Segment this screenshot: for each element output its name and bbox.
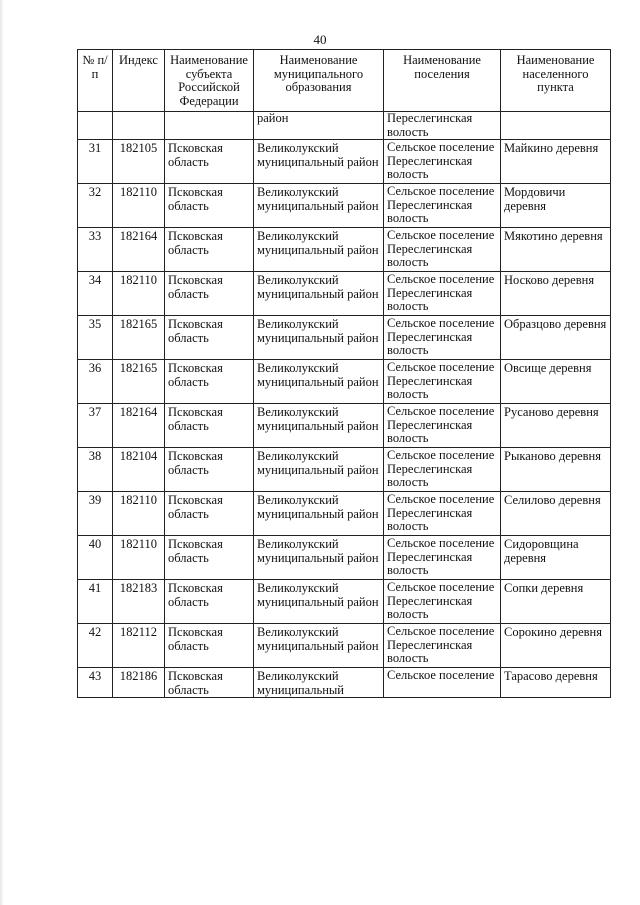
- cell-index: 182164: [113, 228, 165, 272]
- cell-num: 36: [78, 360, 113, 404]
- cell-region: Псковская область: [165, 140, 254, 184]
- cell-settlement: Сельское поселение Переслегинская волость: [384, 448, 501, 492]
- continuation-row: [78, 112, 611, 140]
- cell-region: Псковская область: [165, 404, 254, 448]
- header-locality: Наименование населенного пункта: [501, 50, 611, 112]
- cell-municipality: район: [254, 112, 384, 140]
- cell-region: [165, 112, 254, 140]
- cell-index: [113, 112, 165, 140]
- cell-settlement: Переслегинская волость: [384, 112, 501, 140]
- header-settlement: Наименование поселения: [384, 50, 501, 112]
- table-row: [78, 492, 611, 536]
- cell-index: 182112: [113, 624, 165, 668]
- cell-num: 35: [78, 316, 113, 360]
- table-row-partial: [78, 668, 611, 698]
- cell-locality: Носково деревня: [501, 272, 611, 316]
- cell-num: 31: [78, 140, 113, 184]
- cell-region: Псковская область: [165, 448, 254, 492]
- localities-table: [77, 49, 611, 698]
- cell-municipality: Великолукский муниципальный район: [254, 624, 384, 668]
- table-row: [78, 228, 611, 272]
- cell-num: [78, 112, 113, 140]
- cell-num: 32: [78, 184, 113, 228]
- cell-region: Псковская область: [165, 668, 254, 698]
- cell-region: Псковская область: [165, 624, 254, 668]
- cell-settlement: Сельское поселение Переслегинская волость: [384, 536, 501, 580]
- cell-index: 182164: [113, 404, 165, 448]
- cell-municipality: Великолукский муниципальный район: [254, 272, 384, 316]
- cell-locality: Сопки деревня: [501, 580, 611, 624]
- scan-edge-shadow: [0, 0, 4, 905]
- cell-region: Псковская область: [165, 536, 254, 580]
- cell-num: 40: [78, 536, 113, 580]
- cell-locality: Овсище деревня: [501, 360, 611, 404]
- cell-num: 43: [78, 668, 113, 698]
- cell-municipality: Великолукский муниципальный район: [254, 360, 384, 404]
- cell-num: 33: [78, 228, 113, 272]
- table-row: [78, 316, 611, 360]
- cell-region: Псковская область: [165, 580, 254, 624]
- cell-locality: Мордовичи деревня: [501, 184, 611, 228]
- cell-num: 37: [78, 404, 113, 448]
- table-header-row: [78, 50, 611, 112]
- cell-locality: [501, 112, 611, 140]
- cell-municipality: Великолукский муниципальный район: [254, 228, 384, 272]
- cell-locality: Тарасово деревня: [501, 668, 611, 698]
- table-row: [78, 536, 611, 580]
- cell-region: Псковская область: [165, 184, 254, 228]
- cell-settlement: Сельское поселение Переслегинская волость: [384, 580, 501, 624]
- cell-region: Псковская область: [165, 272, 254, 316]
- header-index: Индекс: [113, 50, 165, 112]
- cell-municipality: Великолукский муниципальный район: [254, 404, 384, 448]
- table-row: [78, 360, 611, 404]
- cell-index: 182104: [113, 448, 165, 492]
- cell-settlement: Сельское поселение: [384, 668, 501, 698]
- table-row: [78, 272, 611, 316]
- cell-settlement: Сельское поселение Переслегинская волость: [384, 624, 501, 668]
- cell-locality: Сидоровщина деревня: [501, 536, 611, 580]
- cell-index: 182183: [113, 580, 165, 624]
- cell-region: Псковская область: [165, 228, 254, 272]
- cell-settlement: Сельское поселение Переслегинская волость: [384, 360, 501, 404]
- header-municipality: Наименование муниципального образования: [254, 50, 384, 112]
- cell-locality: Сорокино деревня: [501, 624, 611, 668]
- cell-index: 182105: [113, 140, 165, 184]
- cell-index: 182110: [113, 536, 165, 580]
- cell-locality: Образцово деревня: [501, 316, 611, 360]
- cell-settlement: Сельское поселение Переслегинская волость: [384, 184, 501, 228]
- cell-municipality: Великолукский муниципальный район: [254, 580, 384, 624]
- header-region: Наименование субъекта Российской Федерации: [165, 50, 254, 112]
- cell-locality: Селилово деревня: [501, 492, 611, 536]
- table-row: [78, 404, 611, 448]
- cell-municipality: Великолукский муниципальный район: [254, 492, 384, 536]
- cell-num: 38: [78, 448, 113, 492]
- cell-municipality: Великолукский муниципальный район: [254, 536, 384, 580]
- cell-locality: Русаново деревня: [501, 404, 611, 448]
- cell-locality: Рыканово деревня: [501, 448, 611, 492]
- cell-locality: Майкино деревня: [501, 140, 611, 184]
- table-row: [78, 184, 611, 228]
- cell-index: 182110: [113, 272, 165, 316]
- cell-index: 182186: [113, 668, 165, 698]
- cell-index: 182165: [113, 360, 165, 404]
- cell-municipality: Великолукский муниципальный район: [254, 184, 384, 228]
- header-num: № п/п: [78, 50, 113, 112]
- cell-num: 41: [78, 580, 113, 624]
- cell-settlement: Сельское поселение Переслегинская волость: [384, 272, 501, 316]
- cell-settlement: Сельское поселение Переслегинская волость: [384, 228, 501, 272]
- cell-locality: Мякотино деревня: [501, 228, 611, 272]
- cell-municipality: Великолукский муниципальный район: [254, 448, 384, 492]
- cell-settlement: Сельское поселение Переслегинская волость: [384, 404, 501, 448]
- cell-region: Псковская область: [165, 316, 254, 360]
- table-row: [78, 140, 611, 184]
- cell-municipality: Великолукский муниципальный район: [254, 316, 384, 360]
- cell-municipality: Великолукский муниципальный: [254, 668, 384, 698]
- table-row: [78, 448, 611, 492]
- cell-settlement: Сельское поселение Переслегинская волость: [384, 140, 501, 184]
- cell-region: Псковская область: [165, 360, 254, 404]
- cell-index: 182165: [113, 316, 165, 360]
- cell-settlement: Сельское поселение Переслегинская волость: [384, 492, 501, 536]
- cell-num: 39: [78, 492, 113, 536]
- cell-num: 42: [78, 624, 113, 668]
- page-number: 40: [313, 32, 327, 47]
- cell-num: 34: [78, 272, 113, 316]
- cell-municipality: Великолукский муниципальный район: [254, 140, 384, 184]
- cell-region: Псковская область: [165, 492, 254, 536]
- table-row: [78, 624, 611, 668]
- table-row: [78, 580, 611, 624]
- cell-index: 182110: [113, 184, 165, 228]
- cell-settlement: Сельское поселение Переслегинская волость: [384, 316, 501, 360]
- cell-index: 182110: [113, 492, 165, 536]
